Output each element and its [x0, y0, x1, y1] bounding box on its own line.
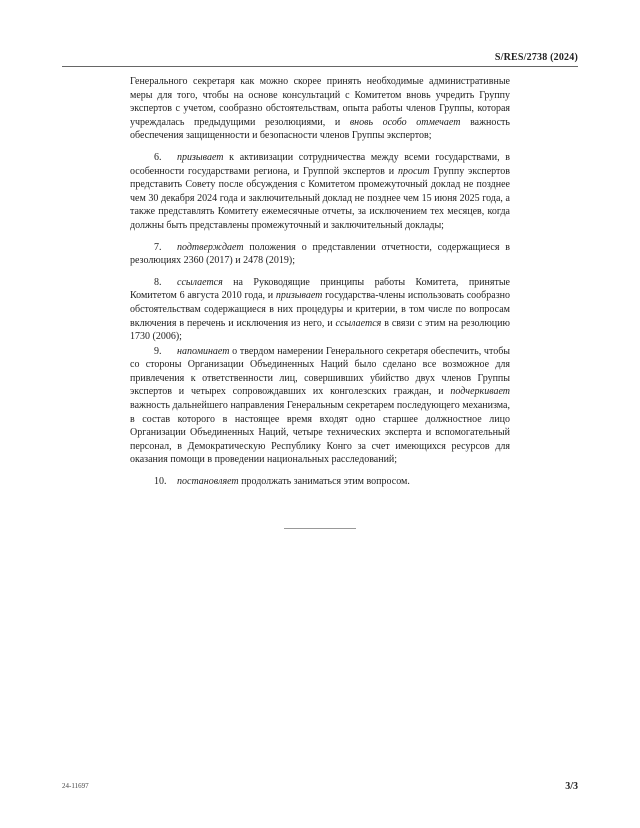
- page-number: 3/3: [565, 781, 578, 792]
- text-run-italic: напоминает: [177, 345, 230, 357]
- text-run: Генерального секретаря как можно скорее принять необходимые административные меры для того, чтобы на основе консультаций с Комитетом вновь учредить Группу экспертов с учетом, сообразно обстоятельствам, опыта работы членов Группы, которая учреждалась предыдущими резолюциями, и: [130, 76, 510, 128]
- paragraph-number: 6.: [154, 151, 162, 163]
- paragraph-number: 7.: [154, 241, 162, 253]
- paragraph-6: [130, 151, 510, 233]
- text-run: положения о представлении отчетности, содержащиеся в резолюциях 2360 (2017) и 2478 (2019);: [130, 241, 510, 267]
- document-number: 24-11697: [62, 782, 89, 790]
- text-run-italic: ссылается: [177, 276, 223, 288]
- text-run: на Руководящие принципы работы Комитета, принятые Комитетом 6 августа 2010 года, и: [130, 276, 510, 302]
- text-run-italic: ссылается: [335, 317, 382, 329]
- text-run-italic: подтверждает: [177, 241, 244, 253]
- text-run-italic: призывает: [275, 290, 323, 302]
- text-run-italic: просит: [397, 165, 430, 177]
- paragraph-10: [130, 475, 510, 489]
- paragraph-number: 8.: [154, 276, 162, 288]
- text-run: государства-члены использовать сообразно обстоятельствам содержащиеся в них процедуры и критерии, в том числе по вопросам включения в перечень и исключения из него, и: [130, 290, 511, 329]
- text-run-italic: призывает: [177, 151, 224, 163]
- text-run: продолжать заниматься этим вопросом.: [238, 476, 410, 488]
- paragraph-continuation: [130, 75, 510, 143]
- text-run-italic: вновь особо отмечает: [349, 116, 461, 128]
- paragraph-number: 10.: [154, 476, 167, 488]
- paragraph-9: [130, 345, 510, 467]
- end-of-document-rule: [284, 528, 356, 529]
- text-run: Группу экспертов представить Совету после обсуждения с Комитетом промежуточный доклад не позднее чем 30 декабря 2024 года и заключительный доклад не позднее чем 15 июня 2025 года, а также представлять Комитету ежемесячные отчеты, за исключением тех месяцев, когда должны быть представлены промежуточный и заключительный доклады;: [130, 165, 511, 231]
- text-run-italic: подчеркивает: [450, 386, 510, 398]
- text-run: к активизации сотрудничества между всеми государствами, в особенности государствами региона, и Группой экспертов и: [130, 151, 510, 177]
- paragraph-8: [130, 276, 510, 344]
- text-run: в связи с этим на резолюцию 1730 (2006);: [130, 317, 510, 343]
- header-divider: [62, 66, 578, 67]
- paragraph-7: [130, 241, 510, 268]
- paragraph-number: 9.: [154, 345, 162, 357]
- resolution-body: [130, 75, 510, 497]
- text-run-italic: постановляет: [177, 476, 239, 488]
- text-run: важность дальнейшего направления Генеральным секретарем последующего механизма, в состав которого в настоящее время входят одно старшее должностное лицо Организации Объединенных Наций, четыре технических эксперта и вспомогательный персонал, в Демократическую Республику Конго за счет имеющихся ресурсов для оказания помощи в проведении национальных расследований;: [130, 400, 510, 466]
- document-symbol: S/RES/2738 (2024): [494, 52, 578, 63]
- text-run: о твердом намерении Генерального секретаря обеспечить, чтобы со стороны Организации Объединенных Наций было сделано все возможное для привлечения к ответственности лиц, совершивших убийство двух членов Группы экспертов и четырех сопровождавших их конголезских граждан, и: [130, 345, 510, 398]
- text-run: важность обеспечения защищенности и безопасности членов Группы экспертов;: [130, 116, 510, 142]
